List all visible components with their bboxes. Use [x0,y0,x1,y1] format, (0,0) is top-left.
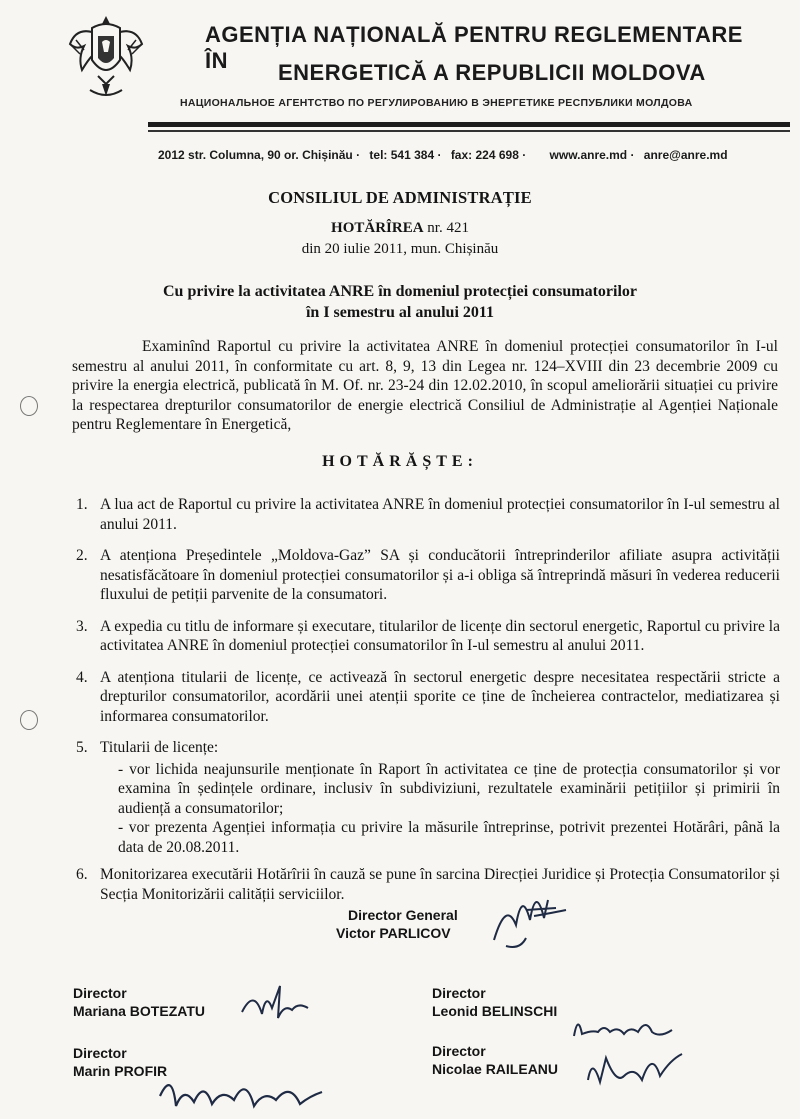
sub-item: - vor prezenta Agenției informația cu privire la măsurile întreprinse, potrivit prezentei Hotărâri, până la data de 20.08.2011. [118,819,780,856]
decision-number: nr. 421 [427,220,469,236]
phone-text: tel: 541 384 · [369,148,442,162]
decision-item [72,668,780,727]
decision-items [72,495,780,916]
decision-date: din 20 iulie 2011, mun. Chișinău [301,241,499,257]
item-text: Titularii de licențe: [100,739,219,756]
handwritten-signature-d1 [236,978,316,1028]
item-text: A atenționa titularii de licențe, ce activează în sectorul energetic despre necesitatea respectării stricte a drepturilor consumatorilor, acordării unei atenții sporite ce ține de încheierea contractelor, mediatizarea și informarea consumatorilor. [100,668,780,725]
signatory-role-d3: Director [73,1045,127,1061]
decides-heading: HOTĂRĂȘTE: [322,453,478,470]
item-number: 1. [76,496,88,513]
handwritten-signature-d4 [580,1036,690,1096]
item-number: 6. [76,866,88,883]
website-link[interactable]: www.anre.md · [549,148,635,162]
agency-name-line2: ENERGETICĂ A REPUBLICII MOLDOVA [278,60,706,85]
decision-item [72,617,780,656]
header-rule-thin [148,130,790,132]
decision-item [72,865,780,904]
handwritten-signature-d3 [150,1066,330,1119]
sub-item: - vor lichida neajunsurile menționate în Raport în activitatea ce ține de protecția consumatorilor și vor examina în ședințele ordinare, inclusiv în subdiviziuni, rezultatele examinării petițiilor și primirii în audiență a consumatorilor; [118,760,780,817]
subject-line1: Cu privire la activitatea ANRE în domeniul protecției consumatorilor [162,283,638,300]
item-number: 4. [76,668,88,686]
subject-line2: în I semestru al anului 2011 [305,304,495,321]
signatory-role-d1: Director [73,985,127,1001]
decision-number-line [0,220,800,237]
item-number: 2. [76,547,88,564]
item-text: A expedia cu titlu de informare și executare, titularilor de licențe din sectorul energetic, Raportul cu privire la activitatea ANRE în domeniul protecției consumatorilor în I-ul semestru al anului 2011. [100,617,780,654]
signatory-name-general: Victor PARLICOV [336,925,451,941]
punch-hole [20,710,38,730]
signatory-name-d4: Nicolae RAILEANU [432,1061,559,1077]
council-heading: CONSILIUL DE ADMINISTRAȚIE [268,188,532,207]
item-text: A atenționa Președintele „Moldova-Gaz” SA și conducătorii întreprinderilor afiliate asupra activității nesatisfăcătoare în domeniul protecției consumatorilor și a-i obliga să întreprindă măsuri în vederea reducerii fluxului de petiții parvenite de la consumatori. [100,547,780,603]
address-text: 2012 str. Columna, 90 or. Chișinău · [158,148,361,162]
decision-subject [0,281,800,323]
punch-hole [20,396,38,416]
item-number: 3. [76,617,88,635]
signatory-role-d4: Director [432,1043,486,1059]
fax-text: fax: 224 698 · [450,148,527,162]
decision-item [72,546,780,605]
item-number: 5. [76,739,88,756]
signatory-name-d2: Leonid BELINSCHI [432,1003,558,1019]
agency-name-line1: AGENȚIA NAȚIONALĂ PENTRU REGLEMENTARE ÎN [205,22,743,73]
signatory-role-general: Director General [348,907,458,923]
email-link[interactable]: anre@anre.md [643,148,728,162]
signatory-name-d1: Mariana BOTEZATU [73,1003,205,1019]
contact-line [158,148,798,162]
header-rule-thick [148,122,790,127]
signatory-name-d3: Marin PROFIR [73,1063,168,1079]
handwritten-signature-general [486,880,576,960]
preamble-paragraph: Examinînd Raportul cu privire la activitatea ANRE în domeniul protecției consumatorilor în I-ul semestru al anului 2011, în conformitate cu art. 8, 9, 13 din Legea nr. 124–XVIII din 23 decembrie 2009 cu privire la energia electrică, publicată în M. Of. nr. 23-24 din 12.02.2010, în scopul ameliorării situației cu privire la respectarea drepturilor consumatorilor de energie electrică Consiliul de Administrație al Agenției Naționale pentru Reglementare în Energetică, [72,338,778,433]
item-text: A lua act de Raportul cu privire la activitatea ANRE în domeniul protecției consumatorilor în I-ul semestru al anului 2011. [100,496,780,533]
decision-label: HOTĂRÎREA [331,220,424,236]
signatory-role-d2: Director [432,985,486,1001]
decision-item [72,738,780,857]
decision-item [72,495,780,534]
coat-of-arms-emblem [62,10,150,106]
item-text: Monitorizarea executării Hotărîrii în cauză se pune în sarcina Direcției Juridice și Protecția Consumatorilor și Secția Monitorizării calității serviciilor. [100,866,780,903]
agency-name-russian: НАЦИОНАЛЬНОЕ АГЕНТСТВО ПО РЕГУЛИРОВАНИЮ В ЭНЕРГЕТИКЕ РЕСПУБЛИКИ МОЛДОВА [180,97,693,109]
